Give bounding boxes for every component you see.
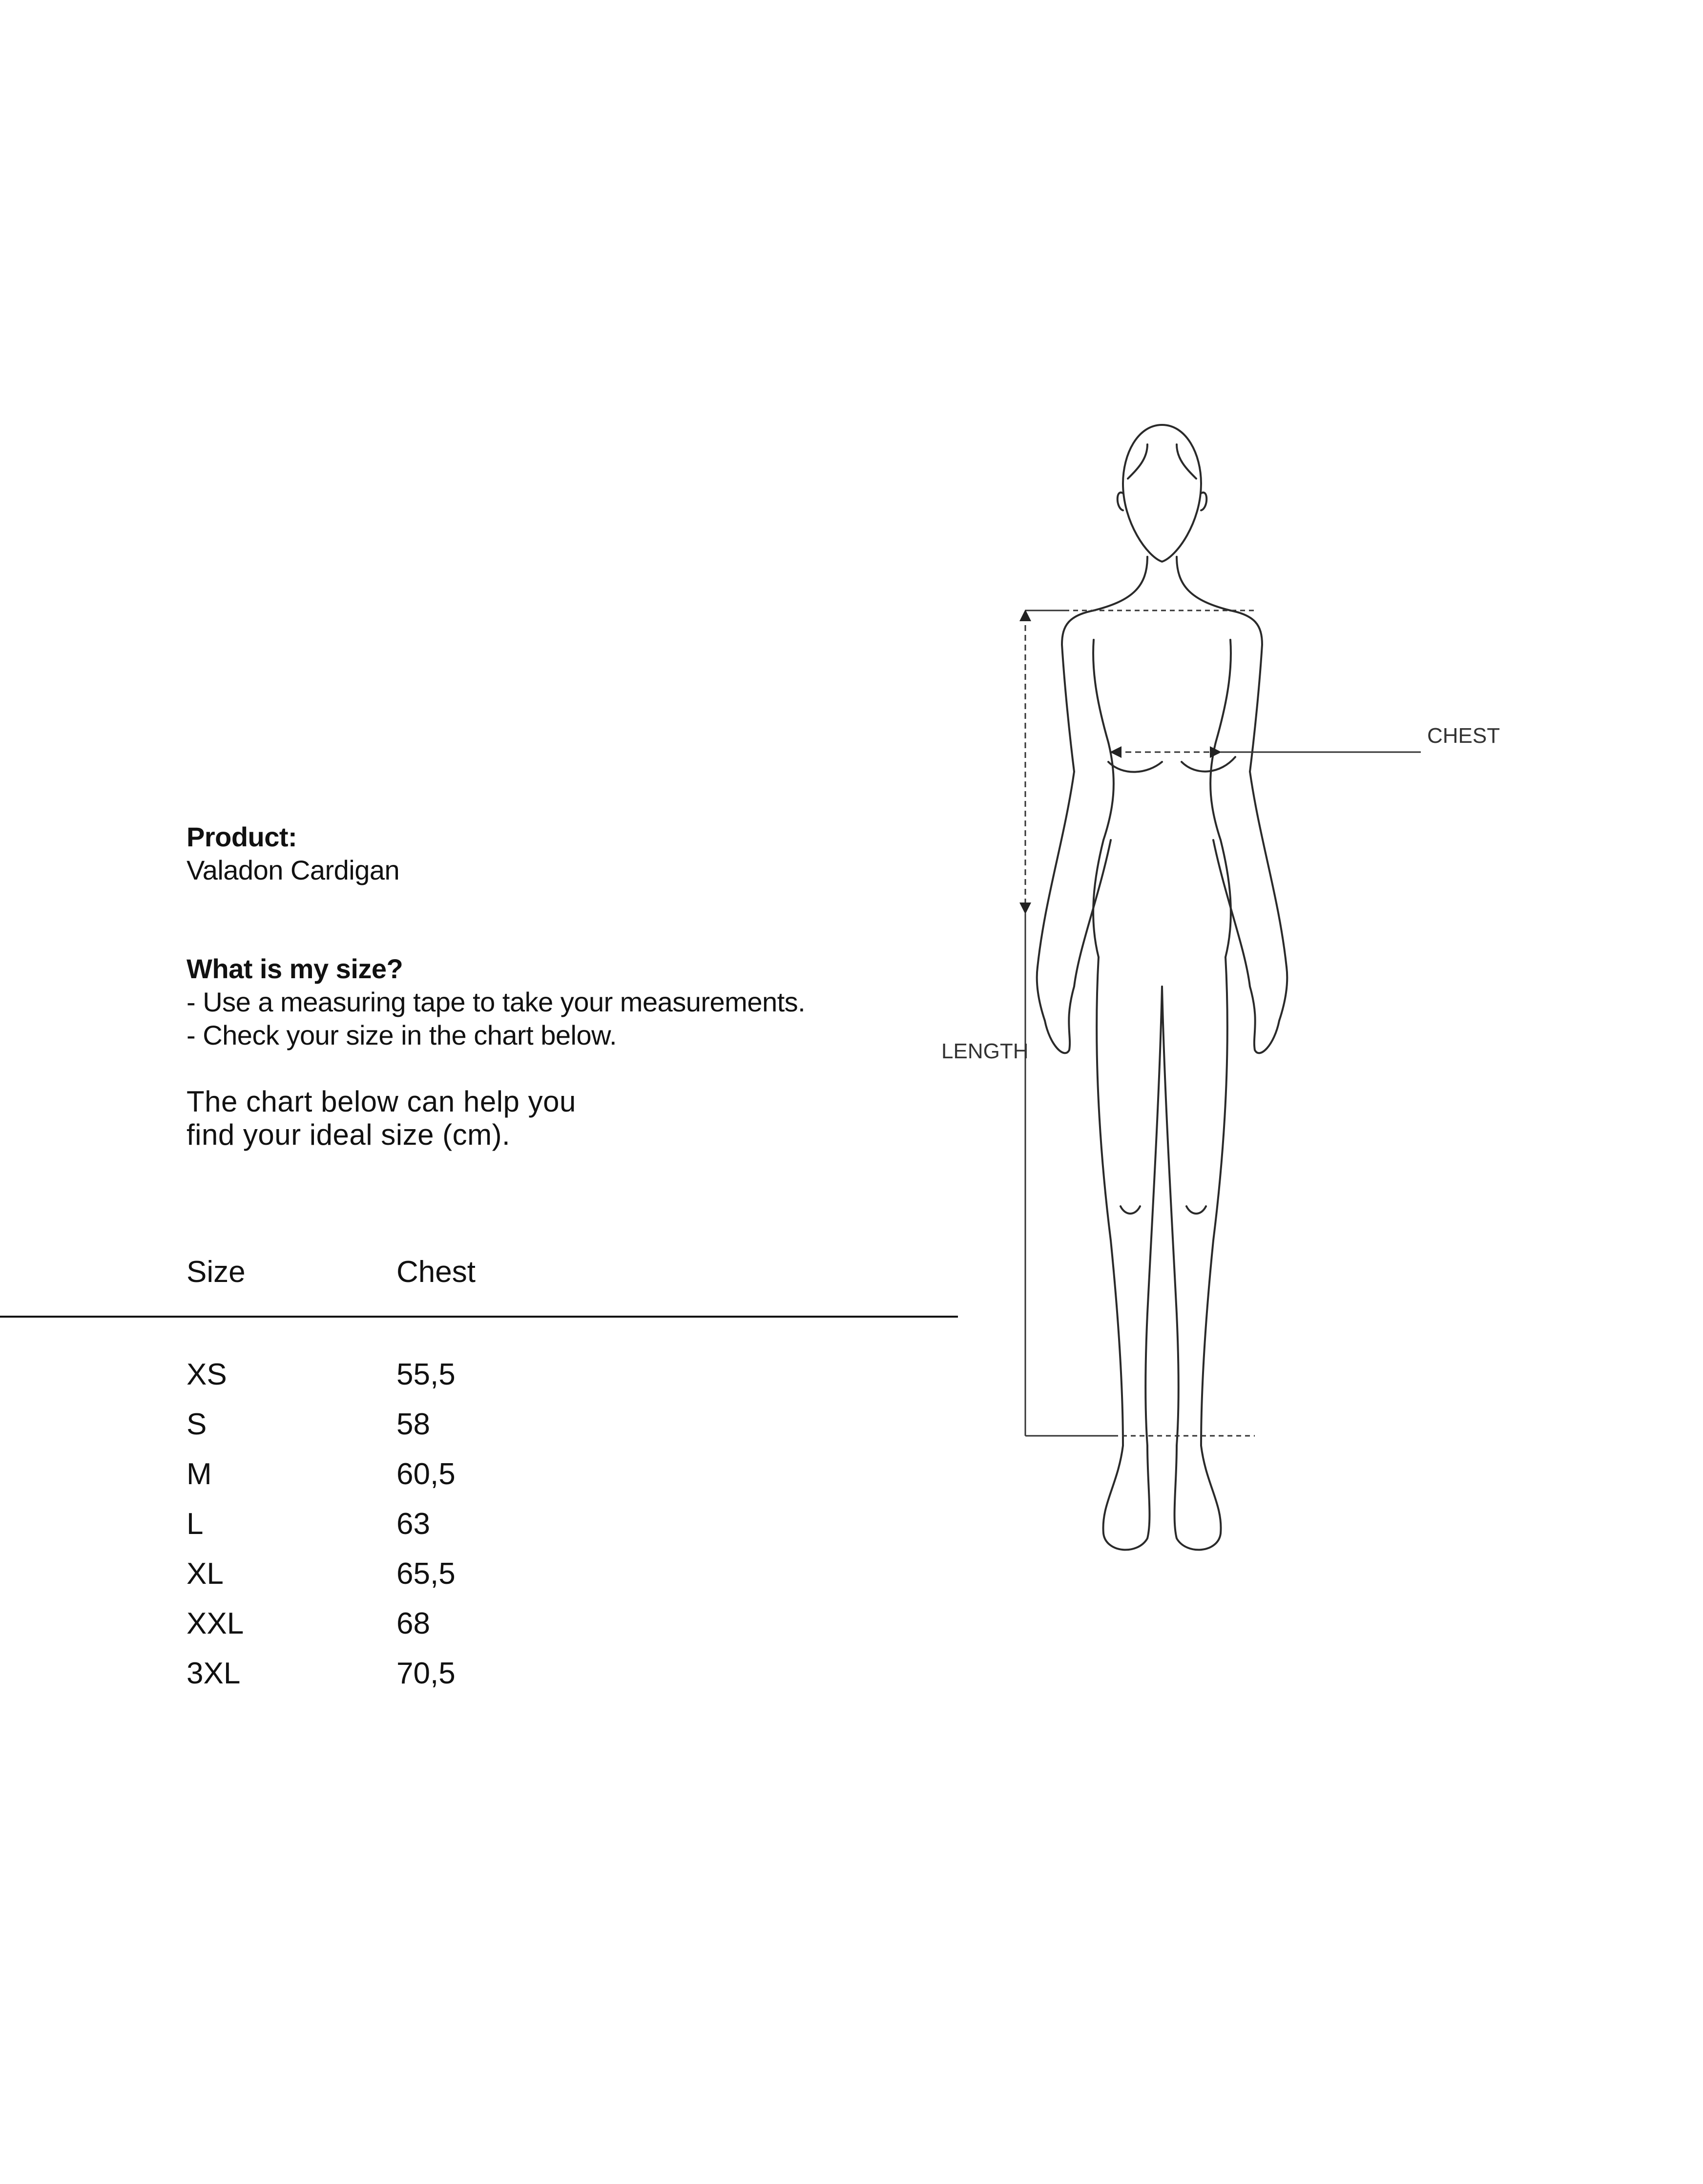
figure-hand-right	[1250, 987, 1279, 1053]
table-row-chest: 58	[396, 1407, 430, 1441]
table-divider	[0, 1316, 958, 1318]
figure-hair	[1128, 444, 1196, 479]
figure-knee-left	[1121, 1206, 1140, 1214]
table-row-chest: 55,5	[396, 1358, 456, 1391]
chart-note-line-1: The chart below can help you	[187, 1085, 576, 1118]
chest-label: CHEST	[1427, 724, 1500, 748]
figure-arm-left-inner	[1074, 840, 1111, 987]
table-row-chest: 68	[396, 1607, 430, 1640]
table-row-size: 3XL	[187, 1657, 241, 1690]
size-help-step-1: - Use a measuring tape to take your measurements.	[187, 987, 806, 1017]
figure-ears	[1118, 492, 1207, 510]
product-name: Valadon Cardigan	[187, 855, 400, 885]
table-row-size: S	[187, 1407, 207, 1441]
table-row-chest: 70,5	[396, 1657, 456, 1690]
table-row-chest: 63	[396, 1507, 430, 1541]
figure-shoulder-left	[1062, 610, 1094, 772]
figure-leg-left-outer	[1097, 957, 1123, 1446]
table-header-chest: Chest	[396, 1255, 476, 1289]
size-help-title: What is my size?	[187, 953, 403, 984]
figure-arm-right-inner	[1213, 840, 1250, 987]
figure-torso-right	[1210, 640, 1231, 957]
figure-knee-right	[1186, 1206, 1206, 1214]
figure-head	[1123, 425, 1201, 562]
size-help-step-2: - Check your size in the chart below.	[187, 1020, 617, 1050]
figure-bust-right	[1182, 757, 1235, 772]
table-row-size: M	[187, 1457, 212, 1491]
table-header-size: Size	[187, 1255, 246, 1289]
figure-leg-right-outer	[1201, 957, 1227, 1446]
chart-note-line-2: find your ideal size (cm).	[187, 1118, 511, 1151]
figure-arm-left-outer	[1037, 772, 1074, 1021]
figure-arm-right-outer	[1250, 772, 1287, 1021]
figure-shoulder-right	[1230, 610, 1262, 772]
table-row-size: L	[187, 1507, 204, 1541]
table-row-size: XS	[187, 1358, 227, 1391]
length-label: LENGTH	[941, 1039, 1029, 1063]
figure-neck	[1094, 557, 1230, 610]
figure-foot-left	[1103, 1446, 1150, 1550]
table-row-size: XXL	[187, 1607, 244, 1640]
table-row-chest: 65,5	[396, 1557, 456, 1591]
figure-hand-left	[1045, 987, 1074, 1053]
figure-bust-left	[1108, 762, 1162, 772]
table-row-size: XL	[187, 1557, 224, 1591]
figure-torso-left	[1093, 640, 1114, 957]
figure-foot-right	[1175, 1446, 1221, 1550]
figure-leg-inner	[1145, 987, 1179, 1446]
product-label: Product:	[187, 821, 297, 852]
table-row-chest: 60,5	[396, 1457, 456, 1491]
